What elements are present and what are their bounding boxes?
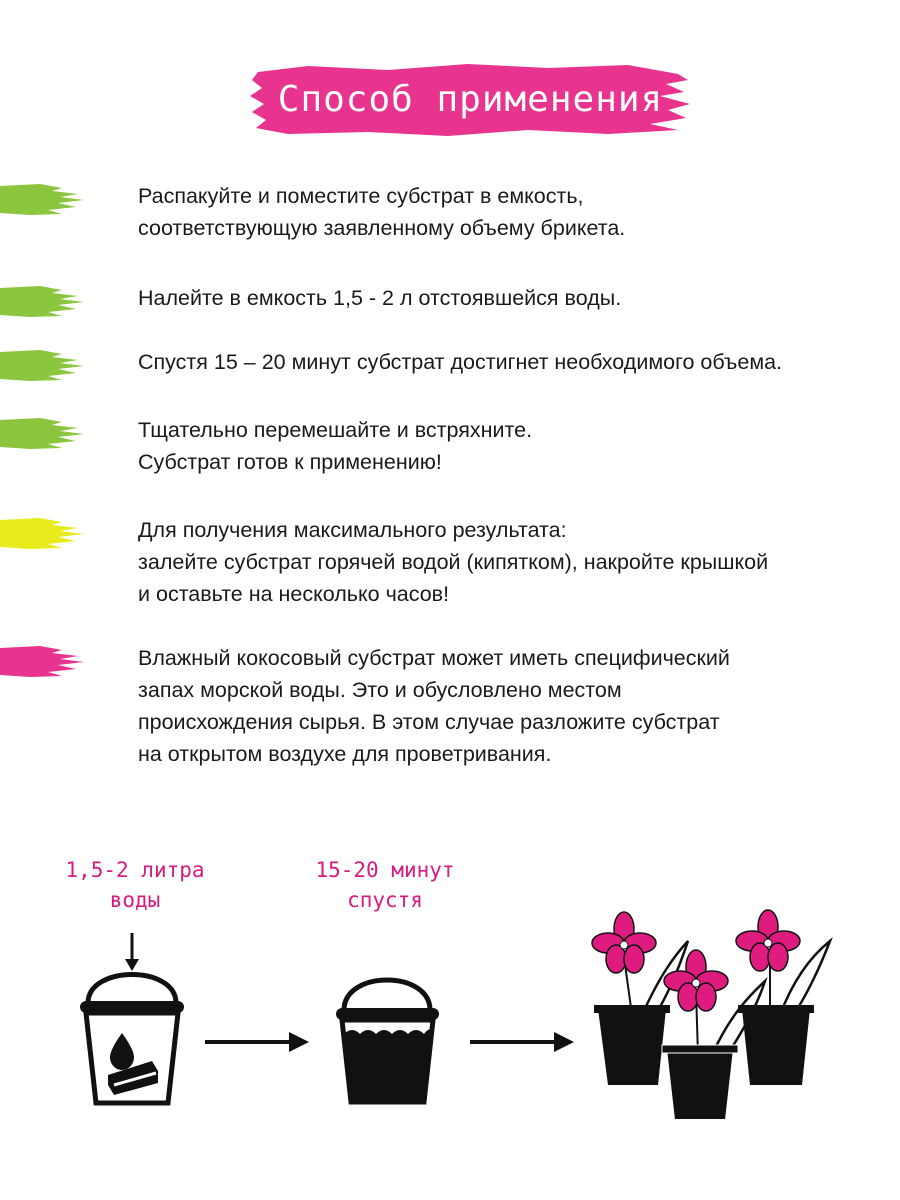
caption-time-line-1: 15-20 минут — [315, 858, 455, 882]
instruction-line: и оставьте на несколько часов! — [138, 582, 450, 606]
caption-time-line-2: спустя — [347, 888, 423, 912]
page-title: Способ применения — [277, 78, 664, 120]
instruction-text — [138, 346, 878, 378]
caption-time — [305, 855, 465, 915]
instruction-text — [138, 180, 878, 244]
caption-water-line-2: воды — [109, 888, 161, 912]
arrow-right-icon — [470, 1030, 575, 1054]
potted-flowers-icon — [580, 905, 840, 1125]
title-banner — [248, 58, 693, 140]
instruction-line: Для получения максимального результата: — [138, 518, 567, 542]
lime-brush-stroke-icon — [0, 346, 85, 384]
instruction-line: происхождения сырья. В этом случае разложите субстрат — [138, 710, 720, 734]
lime-brush-stroke-icon — [0, 282, 85, 320]
instruction-line: соответствующую заявленному объему брикета. — [138, 216, 626, 240]
arrow-right-icon — [205, 1030, 310, 1054]
lime-brush-stroke-icon — [0, 414, 85, 452]
instruction-line: Спустя 15 – 20 минут субстрат достигнет необходимого объема. — [138, 350, 783, 374]
bucket-full-icon — [330, 960, 445, 1110]
caption-water-line-1: 1,5-2 литра — [65, 858, 205, 882]
lime-brush-stroke-icon — [0, 180, 85, 218]
instruction-line: Влажный кокосовый субстрат может иметь специфический — [138, 646, 730, 670]
pink-brush-stroke-icon — [0, 642, 85, 680]
instruction-line: Тщательно перемешайте и встряхните. — [138, 418, 533, 442]
caption-water — [60, 855, 210, 915]
instruction-line: на открытом воздухе для проветривания. — [138, 742, 552, 766]
instruction-line: Распакуйте и поместите субстрат в емкость, — [138, 184, 584, 208]
instruction-text — [138, 282, 878, 314]
instruction-line: запах морской воды. Это и обусловлено местом — [138, 678, 622, 702]
instruction-line: залейте субстрат горячей водой (кипятком), накройте крышкой — [138, 550, 769, 574]
instruction-text — [138, 414, 878, 478]
instruction-line: Субстрат готов к применению! — [138, 450, 442, 474]
bucket-with-water-drop-icon — [70, 925, 200, 1115]
yellow-brush-stroke-icon — [0, 514, 85, 552]
instruction-text — [138, 514, 878, 610]
instruction-text — [138, 642, 878, 770]
instruction-line: Налейте в емкость 1,5 - 2 л отстоявшейся воды. — [138, 286, 622, 310]
